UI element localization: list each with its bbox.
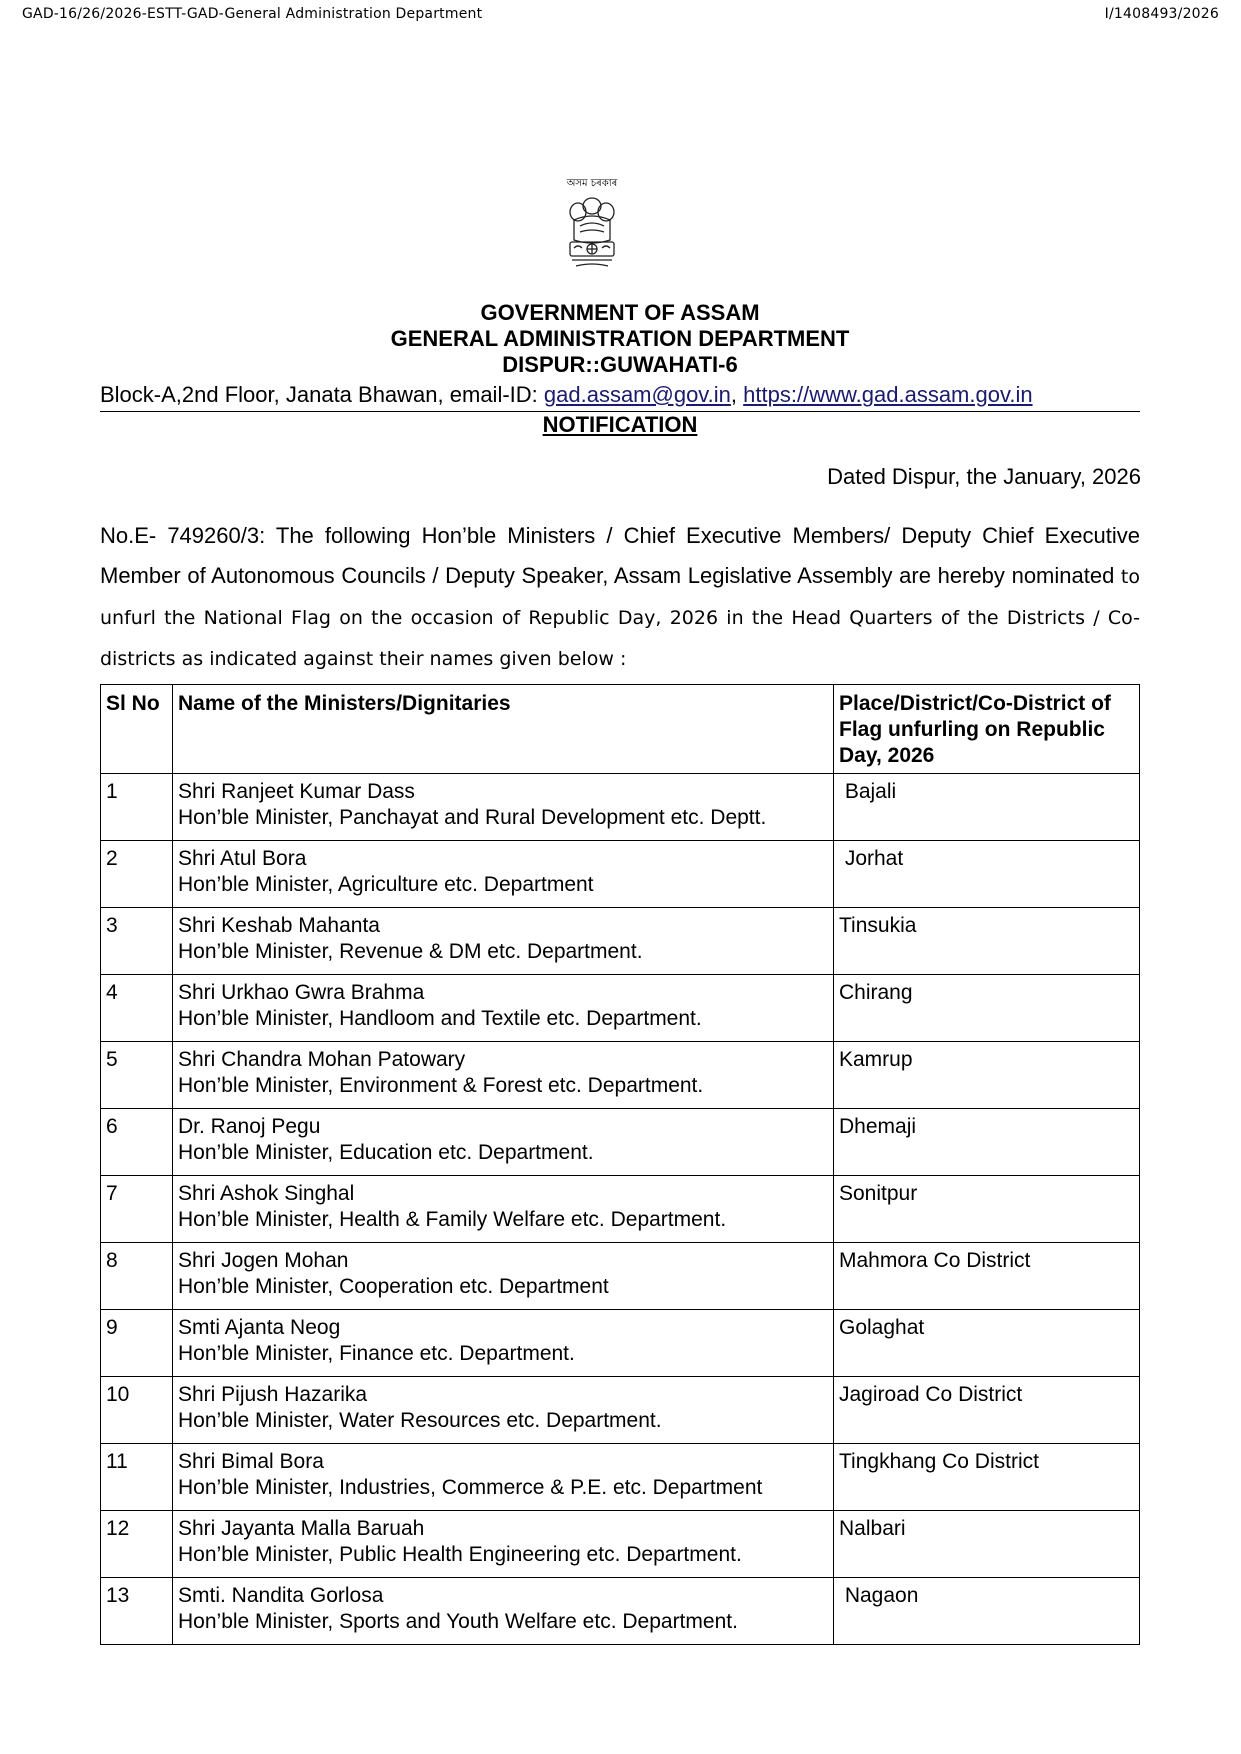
dignitary-designation: Hon’ble Minister, Sports and Youth Welfare etc. Department. — [178, 1610, 738, 1633]
place-cell: Mahmora Co District — [834, 1243, 1140, 1310]
table-row — [101, 1109, 1140, 1176]
department-location: DISPUR::GUWAHATI-6 — [502, 352, 738, 377]
dignitary-designation: Hon’ble Minister, Finance etc. Department. — [178, 1342, 575, 1365]
place-cell: Jorhat — [834, 841, 1140, 908]
table-row — [101, 1176, 1140, 1243]
sl-no-cell: 7 — [101, 1176, 173, 1243]
address-prefix: Block-A,2nd Floor, Janata Bhawan, email-ID: — [100, 382, 538, 407]
dignitary-designation: Hon’ble Minister, Water Resources etc. Department. — [178, 1409, 662, 1432]
place-cell: Tingkhang Co District — [834, 1444, 1140, 1511]
place-cell: Nagaon — [834, 1578, 1140, 1645]
sl-no-cell: 8 — [101, 1243, 173, 1310]
header-place: Place/District/Co-District of Flag unfurling on Republic Day, 2026 — [834, 685, 1140, 774]
dignitary-name: Shri Bimal Bora — [178, 1450, 324, 1473]
table-row — [101, 1310, 1140, 1377]
sl-no-cell: 4 — [101, 975, 173, 1042]
place-cell: Tinsukia — [834, 908, 1140, 975]
dignitary-cell — [173, 908, 834, 975]
dignitary-designation: Hon’ble Minister, Industries, Commerce & P.E. etc. Department — [178, 1476, 763, 1499]
sl-no-cell: 13 — [101, 1578, 173, 1645]
sl-no-cell: 5 — [101, 1042, 173, 1109]
table-row — [101, 1444, 1140, 1511]
dated-line: Dated Dispur, the January, 2026 — [827, 464, 1141, 489]
receipt-number: I/1408493/2026 — [1104, 6, 1219, 22]
national-emblem-icon — [560, 190, 624, 274]
email-link[interactable]: gad.assam@gov.in — [543, 382, 731, 407]
place-cell: Nalbari — [834, 1511, 1140, 1578]
table-header-row — [101, 685, 1140, 774]
dignitary-designation: Hon’ble Minister, Education etc. Department. — [178, 1141, 594, 1164]
emblem-block — [556, 176, 628, 276]
dignitary-designation: Hon’ble Minister, Revenue & DM etc. Department. — [178, 940, 643, 963]
dignitary-cell — [173, 1444, 834, 1511]
place-cell: Chirang — [834, 975, 1140, 1042]
notification-body — [100, 516, 1140, 679]
sl-no-cell: 1 — [101, 774, 173, 841]
dignitary-cell — [173, 841, 834, 908]
dignitary-cell — [173, 1310, 834, 1377]
dignitary-designation: Hon’ble Minister, Cooperation etc. Department — [178, 1275, 609, 1298]
dignitary-name: Shri Ashok Singhal — [178, 1182, 355, 1205]
government-name: GOVERNMENT OF ASSAM — [480, 300, 760, 325]
body-part-1: No.E- 749260/3: The following Hon’ble Ministers / Chief Executive Members/ Deputy Chief Executive Member of Autonomous Councils / Deputy Speaker, Assam Legislative Assembly are hereby nominated — [100, 523, 1140, 588]
table-row — [101, 1243, 1140, 1310]
sl-no-cell: 6 — [101, 1109, 173, 1176]
table-row — [101, 1578, 1140, 1645]
dignitary-name: Smti. Nandita Gorlosa — [178, 1584, 384, 1607]
dignitary-designation: Hon’ble Minister, Panchayat and Rural Development etc. Deptt. — [178, 806, 767, 829]
dignitary-designation: Hon’ble Minister, Handloom and Textile etc. Department. — [178, 1007, 702, 1030]
dignitary-designation: Hon’ble Minister, Agriculture etc. Department — [178, 873, 594, 896]
dignitary-designation: Hon’ble Minister, Environment & Forest etc. Department. — [178, 1074, 704, 1097]
dignitary-cell — [173, 774, 834, 841]
place-cell: Jagiroad Co District — [834, 1377, 1140, 1444]
dignitary-name: Dr. Ranoj Pegu — [178, 1115, 321, 1138]
address-text — [100, 382, 1033, 408]
body-part-2: to unfurl the National Flag on the occasion of Republic Day, 2026 in the Head Quarters of the Districts / Co-districts as indicated against their names given below : — [100, 566, 1140, 670]
sl-no-cell: 11 — [101, 1444, 173, 1511]
dignitary-cell — [173, 1578, 834, 1645]
sl-no-cell: 2 — [101, 841, 173, 908]
place-cell: Golaghat — [834, 1310, 1140, 1377]
table-row — [101, 975, 1140, 1042]
place-cell: Bajali — [834, 774, 1140, 841]
dignitary-cell — [173, 1511, 834, 1578]
table-row — [101, 1042, 1140, 1109]
table-row — [101, 1511, 1140, 1578]
emblem-caption: অসম চৰকাৰ — [566, 178, 618, 189]
sl-no-cell: 12 — [101, 1511, 173, 1578]
file-reference-strip — [22, 6, 1219, 22]
letterhead-heading — [100, 300, 1140, 378]
ministers-table — [100, 684, 1140, 1645]
dignitary-name: Shri Pijush Hazarika — [178, 1383, 368, 1406]
table-row — [101, 908, 1140, 975]
dignitary-cell — [173, 1176, 834, 1243]
sl-no-cell: 9 — [101, 1310, 173, 1377]
dignitary-name: Shri Atul Bora — [178, 847, 307, 870]
dignitary-cell — [173, 1243, 834, 1310]
department-name: GENERAL ADMINISTRATION DEPARTMENT — [390, 326, 850, 351]
place-cell: Sonitpur — [834, 1176, 1140, 1243]
place-cell: Dhemaji — [834, 1109, 1140, 1176]
sl-no-cell: 3 — [101, 908, 173, 975]
dignitary-name: Shri Ranjeet Kumar Dass — [178, 780, 415, 803]
dignitary-designation: Hon’ble Minister, Health & Family Welfare etc. Department. — [178, 1208, 727, 1231]
dignitary-name: Shri Keshab Mahanta — [178, 914, 380, 937]
file-number: GAD-16/26/2026-ESTT-GAD-General Administration Department — [22, 6, 483, 22]
table-row — [101, 841, 1140, 908]
header-name: Name of the Ministers/Dignitaries — [173, 685, 834, 774]
dignitary-cell — [173, 1042, 834, 1109]
table-row — [101, 774, 1140, 841]
dignitary-name: Shri Urkhao Gwra Brahma — [178, 981, 425, 1004]
table-body — [101, 774, 1140, 1645]
notification-title: NOTIFICATION — [542, 412, 698, 437]
dignitary-cell — [173, 1109, 834, 1176]
place-cell: Kamrup — [834, 1042, 1140, 1109]
dignitary-cell — [173, 1377, 834, 1444]
sl-no-cell: 10 — [101, 1377, 173, 1444]
address-separator: , — [730, 382, 738, 407]
dignitary-name: Shri Jayanta Malla Baruah — [178, 1517, 425, 1540]
address-line — [100, 382, 1140, 412]
table-row — [101, 1377, 1140, 1444]
dignitary-name: Shri Jogen Mohan — [178, 1249, 349, 1272]
website-link[interactable]: https://www.gad.assam.gov.in — [743, 382, 1033, 407]
dignitary-cell — [173, 975, 834, 1042]
header-sl-no: Sl No — [101, 685, 173, 774]
dignitary-name: Shri Chandra Mohan Patowary — [178, 1048, 466, 1071]
dignitary-designation: Hon’ble Minister, Public Health Engineering etc. Department. — [178, 1543, 742, 1566]
dignitary-name: Smti Ajanta Neog — [178, 1316, 341, 1339]
